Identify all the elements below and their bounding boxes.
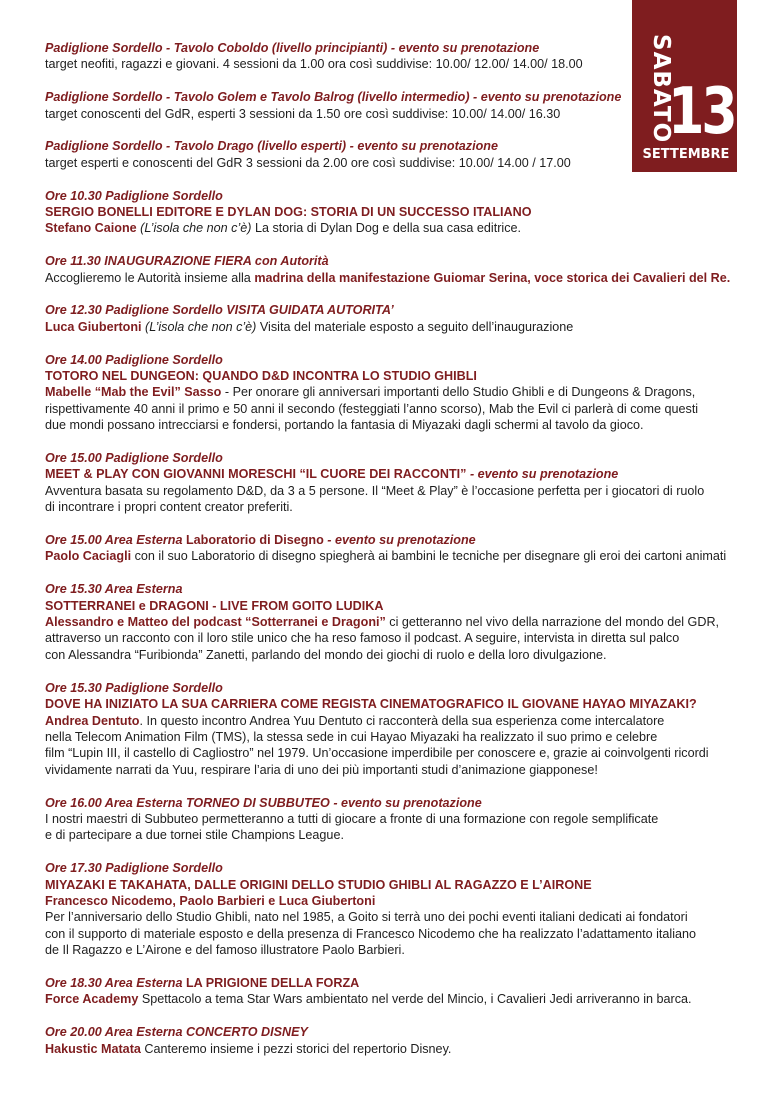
event-description: Avventura basata su regolamento D&D, da 3 a 5 persone. Il “Meet & Play” è l’occasione perfetta per i giocatori di ruolo <box>45 483 705 498</box>
event-description: vividamente narrati da Yuu, respirare l’aria di uno dei più importanti studi d’animazione giapponese! <box>45 762 598 777</box>
event-dylan-dog <box>45 188 725 237</box>
event-speaker: Alessandro e Matteo del podcast “Sotterranei e Dragoni” <box>45 615 386 630</box>
table-session <box>45 89 725 122</box>
event-description: Visita del materiale esposto a seguito dell’inaugurazione <box>256 319 574 334</box>
event-time: Ore 12.30 Padiglione Sordello VISITA GUIDATA AUTORITA’ <box>45 303 394 318</box>
event-time: Ore 16.00 Area Esterna TORNEO DI SUBBUTEO <box>45 795 330 810</box>
event-prigione-forza <box>45 975 725 1008</box>
session-text: target esperti e conoscenti del GdR 3 sessioni da 2.00 ore così suddivise: 10.00/ 14.00 / 17.00 <box>45 155 571 170</box>
event-booking: - evento su prenotazione <box>329 795 482 810</box>
event-time: Ore 11.30 INAUGURAZIONE FIERA con Autorità <box>45 254 329 269</box>
event-description: Spettacolo a tema Star Wars ambientato nel verde del Mincio, i Cavalieri Jedi arriveranno in barca. <box>138 992 692 1007</box>
session-heading: Padiglione Sordello - Tavolo Golem e Tavolo Balrog (livello intermedio) - evento su prenotazione <box>45 90 622 105</box>
event-time: Ore 15.30 Area Esterna <box>45 582 183 597</box>
event-description: Per l’anniversario dello Studio Ghibli, nato nel 1985, a Goito si terrà uno dei pochi eventi italiani dedicati ai fondatori <box>45 910 688 925</box>
event-title: LA PRIGIONE DELLA FORZA <box>182 975 360 990</box>
event-description: I nostri maestri di Subbuteo permetteranno a tutti di giocare a fronte di una formazione con regole semplificate <box>45 811 659 826</box>
table-session <box>45 138 725 171</box>
event-speaker: Stefano Caione <box>45 221 137 236</box>
event-booking: - evento su prenotazione <box>323 533 476 548</box>
event-description: ci getteranno nel vivo della narrazione del mondo del GDR, <box>385 615 720 630</box>
badge-month: SETTEMBRE <box>642 147 730 162</box>
event-description: Accoglieremo le Autorità insieme alla <box>45 270 255 285</box>
program-content <box>45 40 731 1073</box>
session-text: target neofiti, ragazzi e giovani. 4 sessioni da 1.00 ora così suddivise: 10.00/ 12.00/ 14.00/ 18.00 <box>45 57 583 72</box>
event-speaker: Paolo Caciagli <box>45 549 132 564</box>
event-time: Ore 18.30 Area Esterna <box>45 975 183 990</box>
event-miyazaki-regista <box>45 680 725 778</box>
event-description: film “Lupin III, il castello di Cagliostro” nel 1979. Un’occasione imperdibile per conoscere e, grazie ai coinvolgenti ricordi <box>45 746 709 761</box>
event-booking: - evento su prenotazione <box>466 467 619 482</box>
event-description: con il supporto di materiale esposto e della presenza di Francesco Nicodemo che ha realizzato l’adattamento italiano <box>45 926 697 941</box>
event-title: MIYAZAKI E TAKAHATA, DALLE ORIGINI DELLO STUDIO GHIBLI AL RAGAZZO E L’AIRONE <box>45 877 592 892</box>
event-title: Laboratorio di Disegno <box>182 533 324 548</box>
event-time: Ore 15.00 Area Esterna <box>45 533 183 548</box>
event-time: Ore 14.00 Padiglione Sordello <box>45 352 223 367</box>
event-meet-play <box>45 450 725 516</box>
event-title: TOTORO NEL DUNGEON: QUANDO D&D INCONTRA LO STUDIO GHIBLI <box>45 369 477 384</box>
table-session <box>45 40 725 73</box>
event-affiliation: (L’isola che non c’è) <box>136 221 252 236</box>
event-ghibli-origini <box>45 860 725 958</box>
event-time: Ore 17.30 Padiglione Sordello <box>45 861 223 876</box>
event-title: SERGIO BONELLI EDITORE E DYLAN DOG: STORIA DI UN SUCCESSO ITALIANO <box>45 205 532 220</box>
event-speaker: Hakustic Matata <box>45 1041 141 1056</box>
event-subbuteo <box>45 795 725 844</box>
event-time: Ore 15.00 Padiglione Sordello <box>45 451 223 466</box>
event-speakers: Francesco Nicodemo, Paolo Barbieri e Luca Giubertoni <box>45 893 376 908</box>
event-speaker: Mabelle “Mab the Evil” Sasso <box>45 385 222 400</box>
event-speaker: Andrea Dentuto <box>45 713 140 728</box>
event-inaugurazione <box>45 253 731 286</box>
event-description: de Il Ragazzo e L’Airone e del famoso illustratore Paolo Barbieri. <box>45 943 405 958</box>
event-time: Ore 20.00 Area Esterna CONCERTO DISNEY <box>45 1025 308 1040</box>
event-title: SOTTERRANEI e DRAGONI - LIVE FROM GOITO LUDIKA <box>45 598 384 613</box>
event-description: . In questo incontro Andrea Yuu Dentuto ci racconterà della sua esperienza come intercalatore <box>139 713 665 728</box>
event-speaker: Luca Giubertoni <box>45 319 142 334</box>
event-time: Ore 15.30 Padiglione Sordello <box>45 680 223 695</box>
event-sotterranei-dragoni <box>45 581 725 663</box>
session-heading: Padiglione Sordello - Tavolo Drago (livello esperti) - evento su prenotazione <box>45 139 498 154</box>
event-speaker: Force Academy <box>45 992 139 1007</box>
event-description: - Per onorare gli anniversari importanti dello Studio Ghibli e di Dungeons & Dragons, <box>221 385 696 400</box>
event-totoro-dungeon <box>45 352 725 434</box>
badge-day: SABATO <box>648 34 674 144</box>
event-description: La storia di Dylan Dog e della sua casa editrice. <box>251 221 521 236</box>
badge-number: 13 <box>668 75 735 149</box>
session-heading: Padiglione Sordello - Tavolo Coboldo (livello principianti) - evento su prenotazione <box>45 41 540 55</box>
event-description: attraverso un racconto con il loro stile unico che ha reso famoso il podcast. A seguire, intervista in diretta sul palco <box>45 631 680 646</box>
event-description: con il suo Laboratorio di disegno spiegherà ai bambini le tecniche per disegnare gli eroi dei cartoni animati <box>131 549 727 564</box>
event-description: Canteremo insieme i pezzi storici del repertorio Disney. <box>140 1041 452 1056</box>
event-description: nella Telecom Animation Film (TMS), la stessa sede in cui Hayao Miyazaki ha realizzato il suo primo e celebre <box>45 729 658 744</box>
event-description: con Alessandra “Furibionda” Zanetti, parlando del mondo dei giochi di ruolo e della loro divulgazione. <box>45 647 607 662</box>
event-description: di incontrare i propri content creator preferiti. <box>45 500 293 515</box>
event-laboratorio-disegno <box>45 532 725 565</box>
event-concerto-disney <box>45 1024 725 1057</box>
event-description-highlight: madrina della manifestazione Guiomar Serina, voce storica dei Cavalieri del Re. <box>254 270 731 285</box>
event-description: rispettivamente 40 anni il primo e 50 anni il secondo (festeggiati l’anno scorso), Mab the Evil ci parlerà di come questi <box>45 401 699 416</box>
event-affiliation: (L’isola che non c’è) <box>141 319 257 334</box>
event-description: due mondi possano intrecciarsi e fondersi, portando la fantasia di Miyazaki dagli schermi al tavolo da gioco. <box>45 418 644 433</box>
event-title: MEET & PLAY CON GIOVANNI MORESCHI “IL CUORE DEI RACCONTI” <box>45 467 467 482</box>
session-text: target conoscenti del GdR, esperti 3 sessioni da 1.50 ore così suddivise: 10.00/ 14.00/ 16.30 <box>45 106 561 121</box>
event-visita-guidata <box>45 302 725 335</box>
event-title: DOVE HA INIZIATO LA SUA CARRIERA COME REGISTA CINEMATOGRAFICO IL GIOVANE HAYAO MIYAZAKI? <box>45 697 697 712</box>
event-time: Ore 10.30 Padiglione Sordello <box>45 188 223 203</box>
event-description: e di partecipare a due tornei stile Champions League. <box>45 828 344 843</box>
